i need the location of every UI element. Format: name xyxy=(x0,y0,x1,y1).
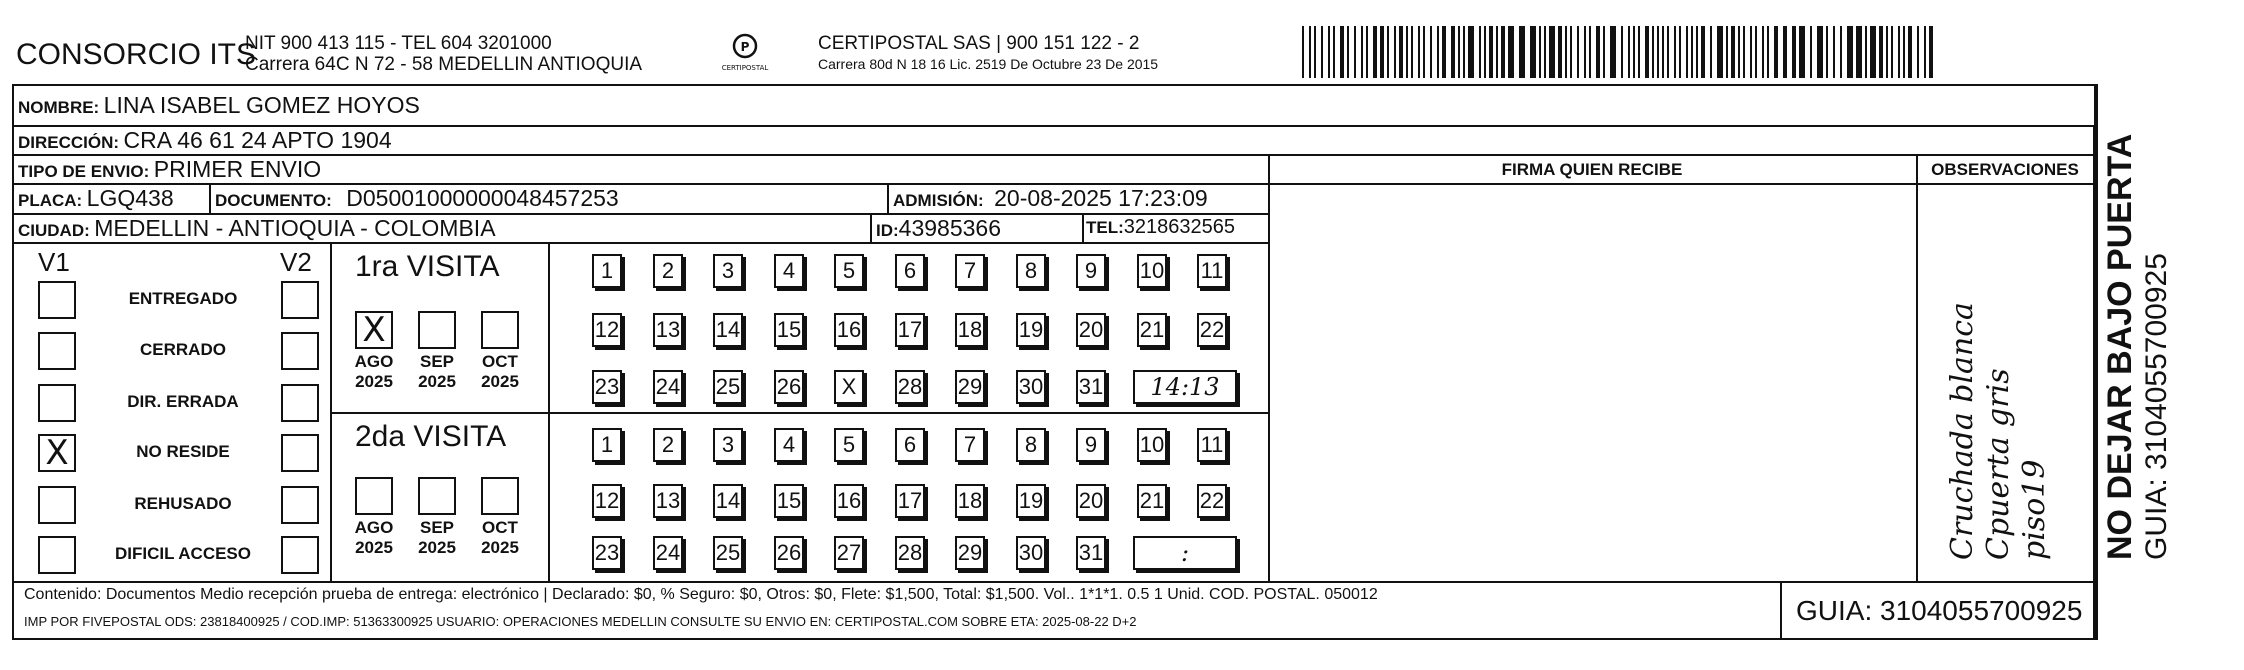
barcode-bar xyxy=(1539,26,1541,78)
status-option-label: ENTREGADO xyxy=(128,289,238,308)
month-checkbox[interactable] xyxy=(481,477,519,515)
day-cell[interactable]: 23 xyxy=(592,536,622,570)
day-cell[interactable]: 25 xyxy=(713,370,743,404)
barcode-bar xyxy=(1767,26,1769,78)
month-checkbox[interactable]: X xyxy=(355,311,393,349)
day-cell[interactable]: 16 xyxy=(834,313,864,347)
barcode-bar xyxy=(1879,26,1883,78)
barcode-bar xyxy=(1430,26,1432,78)
barcode-bar xyxy=(1898,26,1900,78)
direccion-value: CRA 46 61 24 APTO 1904 xyxy=(123,127,392,153)
v2-checkbox[interactable] xyxy=(281,434,319,472)
month-label xyxy=(475,518,525,558)
month-checkbox[interactable] xyxy=(481,311,519,349)
barcode-bar xyxy=(1717,26,1723,78)
barcode-bar xyxy=(1380,26,1384,78)
company-nit-tel: NIT 900 413 115 - TEL 604 3201000 xyxy=(245,33,552,54)
v1-checkbox[interactable] xyxy=(38,486,76,524)
day-cell[interactable]: 26 xyxy=(774,536,804,570)
barcode-bar xyxy=(1679,26,1681,78)
barcode-bar xyxy=(1361,26,1363,78)
barcode-bar xyxy=(1686,26,1688,78)
day-cell[interactable]: 10 xyxy=(1137,254,1167,288)
barcode-bar xyxy=(1691,26,1693,78)
barcode-bar xyxy=(1701,26,1705,78)
barcode-bar xyxy=(1652,26,1654,78)
barcode-bar xyxy=(1406,26,1408,78)
barcode-bar xyxy=(1458,26,1460,78)
ciudad-value: MEDELLIN - ANTIOQUIA - COLOMBIA xyxy=(94,215,496,241)
day-cell[interactable]: 13 xyxy=(653,313,683,347)
barcode-bar xyxy=(1603,26,1605,78)
direccion-label: DIRECCIÓN: xyxy=(18,133,120,152)
barcode-bar xyxy=(1394,26,1396,78)
status-option-label: DIR. ERRADA xyxy=(127,392,239,411)
documento-field xyxy=(215,185,619,212)
barcode-bar xyxy=(1638,26,1640,78)
no-dejar-warning: NO DEJAR BAJO PUERTA xyxy=(2101,133,2139,560)
barcode-bar xyxy=(1366,26,1368,78)
day-cell[interactable]: 18 xyxy=(955,313,985,347)
v1-label: V1 xyxy=(38,247,70,277)
day-cell[interactable]: 22 xyxy=(1197,313,1227,347)
day-cell[interactable]: 8 xyxy=(1016,428,1046,462)
barcode-bar xyxy=(1755,26,1757,78)
day-cell[interactable]: 9 xyxy=(1076,428,1106,462)
month-name: OCT xyxy=(482,352,518,371)
barcode-bar xyxy=(1667,26,1669,78)
status-option-label: CERRADO xyxy=(140,340,226,359)
status-option-label: REHUSADO xyxy=(134,494,232,513)
barcode-bar xyxy=(1840,26,1842,78)
day-cell[interactable]: 22 xyxy=(1197,484,1227,518)
observaciones-label: OBSERVACIONES xyxy=(1931,160,2079,179)
day-cell[interactable]: 8 xyxy=(1016,254,1046,288)
barcode-bar xyxy=(1865,26,1867,78)
admision-value: 20-08-2025 17:23:09 xyxy=(994,185,1208,211)
barcode-bar xyxy=(1577,26,1579,78)
barcode-bar xyxy=(1596,26,1600,78)
status-option-label: NO RESIDE xyxy=(136,442,230,461)
v2-checkbox[interactable] xyxy=(281,536,319,574)
barcode-bar xyxy=(1799,26,1805,78)
day-cell[interactable]: 11 xyxy=(1197,428,1227,462)
barcode-bar xyxy=(1674,26,1676,78)
day-cell[interactable]: 14 xyxy=(713,484,743,518)
day-cell[interactable]: 3 xyxy=(713,254,743,288)
month-label xyxy=(475,352,525,392)
visit2-title: 2da VISITA xyxy=(355,420,507,453)
day-cell[interactable]: 2 xyxy=(653,254,683,288)
svg-text:CERTIPOSTAL: CERTIPOSTAL xyxy=(721,64,769,72)
month-year: 2025 xyxy=(355,538,393,557)
barcode-bar xyxy=(1886,26,1888,78)
day-cell[interactable]: 12 xyxy=(592,313,622,347)
barcode-bar xyxy=(1333,26,1335,78)
barcode-bar xyxy=(1549,26,1555,78)
month-checkbox[interactable] xyxy=(355,477,393,515)
barcode-bar xyxy=(1929,26,1933,78)
month-name: SEP xyxy=(419,352,455,371)
day-cell[interactable]: 26 xyxy=(774,370,804,404)
barcode-bar xyxy=(1903,26,1905,78)
status-option-label: DIFICIL ACCESO xyxy=(114,544,251,563)
barcode-bar xyxy=(1468,26,1474,78)
footer-content: Contenido: Documentos Medio recepción prueba de entrega: electrónico | Declarado: $0, % Seguro: $0, Otros: $0, Flete: $1,500, Total: $1,500. Vol.. 1*1*1. 0.5 1 Unid. COD. POSTAL. 050012 xyxy=(24,586,1378,603)
day-cell[interactable]: 25 xyxy=(713,536,743,570)
day-cell[interactable]: 27 xyxy=(834,536,864,570)
day-cell[interactable]: 24 xyxy=(653,536,683,570)
barcode-bar xyxy=(1731,26,1735,78)
barcode-bar xyxy=(1662,26,1664,78)
day-cell[interactable]: 5 xyxy=(834,428,864,462)
day-cell[interactable]: 1 xyxy=(592,428,622,462)
barcode-bar xyxy=(1387,26,1389,78)
day-cell[interactable]: 10 xyxy=(1137,428,1167,462)
barcode-bar xyxy=(1570,26,1572,78)
day-cell[interactable]: 30 xyxy=(1016,536,1046,570)
barcode-bar xyxy=(1558,26,1562,78)
company-address: Carrera 64C N 72 - 58 MEDELLIN ANTIOQUIA xyxy=(245,54,643,75)
month-year: 2025 xyxy=(355,372,393,391)
barcode-bar xyxy=(1810,26,1812,78)
month-checkbox[interactable] xyxy=(418,311,456,349)
barcode-bar xyxy=(1418,26,1420,78)
barcode-bar xyxy=(1442,26,1446,78)
day-cell[interactable]: 31 xyxy=(1076,370,1106,404)
day-cell[interactable]: 2 xyxy=(653,428,683,462)
month-year: 2025 xyxy=(481,538,519,557)
month-label xyxy=(412,352,462,392)
ciudad-field xyxy=(18,215,496,242)
day-cell[interactable]: 14 xyxy=(713,313,743,347)
v2-label: V2 xyxy=(280,247,312,277)
nombre-label: NOMBRE: xyxy=(18,98,100,117)
day-cell[interactable]: 20 xyxy=(1076,313,1106,347)
month-name: SEP xyxy=(419,518,455,537)
svg-text:P: P xyxy=(740,40,750,54)
barcode-bar xyxy=(1328,26,1330,78)
tel-value: 3218632565 xyxy=(1123,216,1236,238)
barcode-bar xyxy=(1621,26,1623,78)
placa-value: LGQ438 xyxy=(86,185,174,211)
day-cell[interactable]: 12 xyxy=(592,484,622,518)
barcode-bar xyxy=(1373,26,1377,78)
barcode-bar xyxy=(1628,26,1630,78)
barcode-bar xyxy=(1743,26,1745,78)
barcode-bar xyxy=(1762,26,1764,78)
time-field[interactable]: : xyxy=(1133,536,1237,570)
time-field[interactable]: 14:13 xyxy=(1133,370,1237,404)
barcode-bar xyxy=(1633,26,1635,78)
placa-label: PLACA: xyxy=(18,191,83,210)
month-label xyxy=(349,352,399,392)
barcode-bar xyxy=(1750,26,1752,78)
v2-checkbox[interactable] xyxy=(281,332,319,370)
documento-value: D05001000000048457253 xyxy=(346,185,619,211)
placa-field xyxy=(18,185,174,212)
day-cell[interactable]: 11 xyxy=(1197,254,1227,288)
barcode-bar xyxy=(1519,26,1525,78)
v1-checkbox[interactable] xyxy=(38,281,76,319)
day-cell[interactable]: 17 xyxy=(895,313,925,347)
observaciones-line-1: Cruchada blanca xyxy=(1945,302,1980,560)
day-cell[interactable]: 29 xyxy=(955,370,985,404)
admision-field xyxy=(893,185,1208,212)
barcode-bar xyxy=(1423,26,1425,78)
barcode-bar xyxy=(1501,26,1505,78)
admision-label: ADMISIÓN: xyxy=(893,191,984,210)
barcode-bar xyxy=(1479,26,1481,78)
barcode xyxy=(1302,26,1938,78)
day-cell[interactable]: 28 xyxy=(895,370,925,404)
day-cell[interactable]: 24 xyxy=(653,370,683,404)
month-checkbox[interactable] xyxy=(418,477,456,515)
barcode-bar xyxy=(1544,26,1546,78)
barcode-bar xyxy=(1774,26,1778,78)
nombre-row xyxy=(18,92,420,119)
barcode-bar xyxy=(1891,26,1893,78)
barcode-bar xyxy=(1833,26,1835,78)
day-cell[interactable]: 21 xyxy=(1137,313,1167,347)
barcode-bar xyxy=(1484,26,1486,78)
day-cell[interactable]: 6 xyxy=(895,254,925,288)
barcode-bar xyxy=(1399,26,1403,78)
tel-label: TEL: xyxy=(1086,218,1124,237)
barcode-bar xyxy=(1610,26,1616,78)
v2-checkbox[interactable] xyxy=(281,384,319,422)
v2-checkbox[interactable] xyxy=(281,486,319,524)
barcode-bar xyxy=(1309,26,1311,78)
barcode-bar xyxy=(1496,26,1498,78)
tipo-value: PRIMER ENVIO xyxy=(153,156,322,182)
day-cell[interactable]: 17 xyxy=(895,484,925,518)
barcode-bar xyxy=(1657,26,1659,78)
certipostal-logo xyxy=(712,32,778,78)
documento-label: DOCUMENTO: xyxy=(215,191,332,210)
barcode-bar xyxy=(1463,26,1465,78)
day-cell[interactable]: 15 xyxy=(774,484,804,518)
barcode-bar xyxy=(1302,26,1304,78)
carrier-info: CERTIPOSTAL SAS | 900 151 122 - 2 xyxy=(818,33,1140,54)
barcode-bar xyxy=(1565,26,1567,78)
barcode-bar xyxy=(1870,26,1876,78)
month-label xyxy=(412,518,462,558)
day-cell[interactable]: 28 xyxy=(895,536,925,570)
direccion-row xyxy=(18,127,392,154)
day-cell[interactable]: 6 xyxy=(895,428,925,462)
day-cell[interactable]: 23 xyxy=(592,370,622,404)
v1-checkbox[interactable]: X xyxy=(38,434,76,472)
barcode-bar xyxy=(1321,26,1323,78)
footer-guia: GUIA: 3104055700925 xyxy=(1796,595,2083,626)
day-cell[interactable]: 1 xyxy=(592,254,622,288)
barcode-bar xyxy=(1792,26,1796,78)
nombre-value: LINA ISABEL GOMEZ HOYOS xyxy=(103,92,420,118)
day-cell[interactable]: 16 xyxy=(834,484,864,518)
barcode-bar xyxy=(1847,26,1853,78)
day-cell[interactable]: 30 xyxy=(1016,370,1046,404)
v2-checkbox[interactable] xyxy=(281,281,319,319)
barcode-bar xyxy=(1411,26,1413,78)
day-cell[interactable]: 7 xyxy=(955,428,985,462)
day-cell[interactable]: 5 xyxy=(834,254,864,288)
month-year: 2025 xyxy=(418,372,456,391)
day-cell[interactable]: 21 xyxy=(1137,484,1167,518)
v1-checkbox[interactable] xyxy=(38,332,76,370)
barcode-bar xyxy=(1710,26,1712,78)
barcode-bar xyxy=(1489,26,1493,78)
barcode-bar xyxy=(1314,26,1316,78)
tel-field xyxy=(1086,216,1235,239)
id-label: ID: xyxy=(876,221,899,240)
barcode-bar xyxy=(1783,26,1787,78)
barcode-bar xyxy=(1508,26,1514,78)
footer-print-info: IMP POR FIVEPOSTAL ODS: 23818400925 / COD.IMP: 51363300925 USUARIO: OPERACIONES MEDELLIN CONSULTE SU ENVIO EN: CERTIPOSTAL.COM SOBRE ETA: 2025-08-22 D+2 xyxy=(24,614,1137,629)
day-cell[interactable]: 31 xyxy=(1076,536,1106,570)
v1-checkbox[interactable] xyxy=(38,384,76,422)
day-cell[interactable]: 15 xyxy=(774,313,804,347)
observaciones-line-2: Cpuerta gris xyxy=(1981,368,2016,560)
barcode-bar xyxy=(1354,26,1356,78)
barcode-bar xyxy=(1347,26,1349,78)
barcode-bar xyxy=(1584,26,1586,78)
barcode-bar xyxy=(1908,26,1912,78)
month-name: AGO xyxy=(354,352,394,371)
barcode-bar xyxy=(1696,26,1698,78)
barcode-bar xyxy=(1924,26,1926,78)
day-cell[interactable]: 29 xyxy=(955,536,985,570)
day-cell[interactable]: 20 xyxy=(1076,484,1106,518)
day-cell[interactable]: 4 xyxy=(774,254,804,288)
day-cell[interactable]: 7 xyxy=(955,254,985,288)
barcode-bar xyxy=(1917,26,1919,78)
carrier-license: Carrera 80d N 18 16 Lic. 2519 De Octubre 23 De 2015 xyxy=(818,56,1159,72)
day-cell[interactable]: 18 xyxy=(955,484,985,518)
barcode-bar xyxy=(1340,26,1344,78)
barcode-bar xyxy=(1437,26,1439,78)
barcode-bar xyxy=(1451,26,1455,78)
day-cell[interactable]: 19 xyxy=(1016,484,1046,518)
day-cell[interactable]: 13 xyxy=(653,484,683,518)
month-label xyxy=(349,518,399,558)
barcode-bar xyxy=(1856,26,1862,78)
side-guia: GUIA: 3104055700925 xyxy=(2140,253,2173,560)
observaciones-line-3: piso19 xyxy=(2017,459,2052,560)
day-cell[interactable]: 4 xyxy=(774,428,804,462)
month-name: OCT xyxy=(482,518,518,537)
day-cell[interactable]: 9 xyxy=(1076,254,1106,288)
v1-checkbox[interactable] xyxy=(38,536,76,574)
barcode-bar xyxy=(1726,26,1728,78)
tipo-label: TIPO DE ENVIO: xyxy=(18,162,150,181)
barcode-bar xyxy=(1589,26,1591,78)
company-name: CONSORCIO ITS xyxy=(16,38,257,71)
day-cell[interactable]: X xyxy=(834,370,864,404)
barcode-bar xyxy=(1738,26,1740,78)
month-year: 2025 xyxy=(418,538,456,557)
visit1-title: 1ra VISITA xyxy=(355,250,500,283)
barcode-bar xyxy=(1817,26,1823,78)
firma-label: FIRMA QUIEN RECIBE xyxy=(1501,160,1683,179)
barcode-bar xyxy=(1826,26,1828,78)
tipo-row xyxy=(18,156,321,183)
id-field xyxy=(876,215,1001,242)
day-cell[interactable]: 19 xyxy=(1016,313,1046,347)
month-name: AGO xyxy=(354,518,394,537)
barcode-bar xyxy=(1645,26,1649,78)
ciudad-label: CIUDAD: xyxy=(18,221,90,240)
day-cell[interactable]: 3 xyxy=(713,428,743,462)
month-year: 2025 xyxy=(481,372,519,391)
id-value: 43985366 xyxy=(898,215,1002,241)
barcode-bar xyxy=(1530,26,1536,78)
